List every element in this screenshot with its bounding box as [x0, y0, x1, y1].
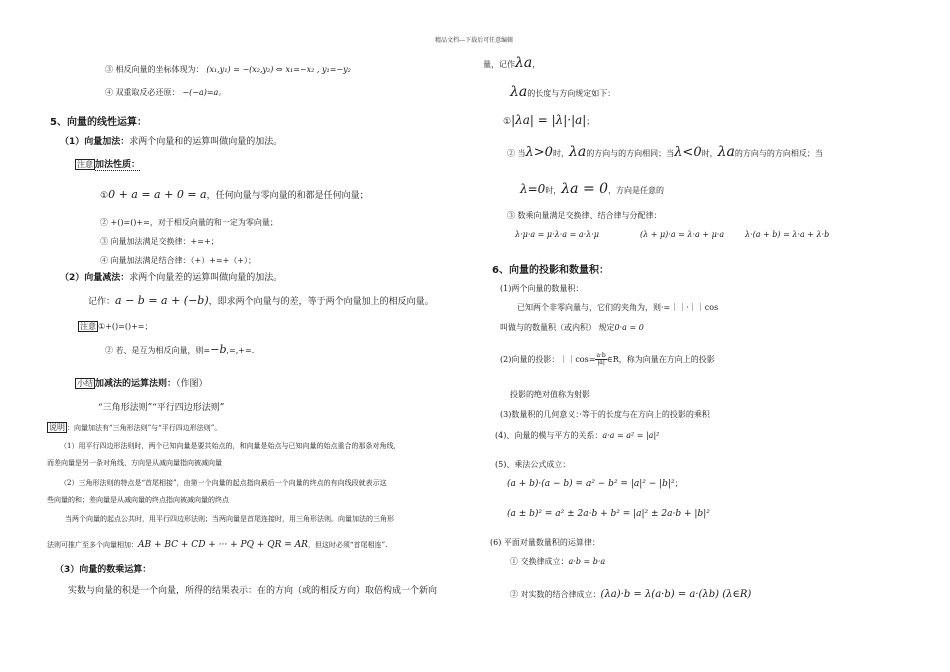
add-prop-2: ② +()=()+=，对于相反向量的和一定为零向量； — [100, 218, 278, 227]
sub-write-text: ，即求两个向量与的差，等于两个向量加上的相反向量。 — [208, 297, 434, 307]
sub-prop-2 — [105, 343, 254, 357]
sub-note — [78, 322, 152, 333]
dot-t2-label: (2)向量的投影：｜｜cos= — [500, 355, 596, 364]
dot-t4-formula: a·a = a² = |a|² — [602, 431, 660, 440]
dot-t4-label: (4)、向量的模与平方的关系： — [495, 431, 603, 440]
r1-end: ； — [586, 117, 595, 126]
r3-c: λa = 0 — [561, 181, 609, 197]
r2-f: 时， — [701, 149, 718, 158]
sub-p2-tail: ,=,+=. — [226, 346, 255, 355]
dot-t1b-formula: 0·a = 0 — [614, 323, 644, 332]
r1-formula: |λa| = |λ|·|a| — [511, 113, 587, 127]
dot-t5-f1-end: ； — [674, 479, 683, 488]
dot-t2-text: ∈R，称为向量在方向上的投影 — [606, 355, 715, 364]
section-5-title: 5、向量的线性运算： — [50, 117, 147, 128]
dot-t2 — [500, 353, 715, 366]
section-6-title: 6、向量的投影和数量积： — [492, 265, 609, 276]
r2-d: 的方向与的方向相同；当 — [586, 149, 675, 158]
r2-a: λ>0 — [525, 145, 553, 160]
add-title: （1）向量加法： — [60, 137, 130, 147]
add-heading — [60, 137, 282, 148]
rules-paren: （作图） — [176, 379, 208, 389]
dot-t6: (6) 平面对量数量积的运算律： — [490, 538, 600, 547]
page-header: 精品文档---下载后可任意编辑 — [435, 37, 514, 44]
dot-t3: (3)数量积的几何意义：·等于的长度与在方向上的投影的乘积 — [500, 410, 710, 419]
sub-title: （2）向量减法： — [60, 273, 130, 283]
mul-title: （3）向量的数乘运算： — [55, 565, 152, 575]
dot-t5-f2: (a ± b)² = a² ± 2a·b + b² = |a|² ± 2a·b + |b|² — [507, 509, 710, 519]
right-cont-formula: λa — [515, 55, 533, 71]
dot-t2b: 投影的绝对值称为射影 — [510, 390, 590, 399]
dot-t1b — [500, 323, 644, 334]
rules-explain-tag: 说明 — [49, 423, 65, 432]
dot-t6-1 — [510, 557, 605, 568]
item3-formula: (x₁,y₁) = −(x₂,y₂) ⇔ — [206, 65, 283, 74]
right-rule-2 — [507, 144, 823, 161]
rules-p4-tail: ，但这时必须“首尾相连”. — [307, 541, 388, 549]
dot-t1: (1)两个向量的数量积： — [500, 284, 584, 293]
dot-t2-den: |a| — [597, 359, 605, 366]
add-p1-formula: 0 + a = a + 0 = a — [108, 188, 207, 201]
dot-t5-f1: (a + b)·(a − b) = a² − b² = |a|² − |b|² — [507, 479, 675, 489]
rules-heading — [75, 379, 208, 390]
add-desc: 求两个向量和的运算叫做向量的加法。 — [129, 137, 283, 147]
rules-explain-text: ：向量加法有“三角形法则”与“平行四边形法则”。 — [67, 424, 222, 432]
sub-p2-formula: −b — [210, 343, 227, 356]
r4-formula-3: λ·(a + b) = λ·a + λ·b — [745, 230, 830, 239]
add-note — [75, 160, 140, 171]
left-item-3 — [105, 65, 351, 76]
sub-write — [88, 294, 434, 308]
add-prop-1: ①0 + a = a + 0 = a，任何向量与零向量的和都是任何向量； — [100, 188, 369, 201]
mul-desc: 实数与向量的积是一个向量，所得的结果表示：在的方向（或的相反方向）取倍构成一个新向 — [68, 586, 438, 596]
r4-formula-2: (λ + μ)·a = λ·a + μ·a — [640, 230, 725, 239]
dot-t5: (5)、乘法公式成立： — [495, 460, 571, 469]
right-rule-1 — [503, 113, 594, 128]
item4-label: ④ 双重取反必还原： — [105, 88, 180, 97]
rules-line-1: “三角形法则”“平行四边形法则” — [98, 403, 225, 413]
rules-p4 — [47, 540, 387, 551]
r2-e: λ<0 — [674, 145, 702, 160]
r2-label: ② 当 — [507, 149, 526, 158]
rules-p1b: 而差向量是另一条对角线，方向是从减向量指向被减向量 — [47, 459, 222, 467]
r3-a: λ=0 — [520, 182, 546, 196]
dot-t6-2-formula: (λa)·b = λ(a·b) = a·(λb) (λ∈R) — [600, 589, 752, 600]
add-note-title: 加法性质： — [95, 160, 141, 170]
right-rule-3 — [520, 181, 664, 198]
rules-p4-formula: AB + BC + CD + ··· + PQ + QR = AR — [138, 540, 308, 550]
dot-t4 — [495, 431, 659, 442]
right-rule-4: ③ 数乘向量满足交换律、结合律与分配律： — [507, 211, 662, 220]
r1-label: ① — [503, 117, 512, 127]
rules-title: 加减法的运算法则： — [95, 379, 177, 389]
item3-label: ③ 相反向量的坐标体现为： — [105, 65, 204, 74]
item3-tail: x₁=−x₂ , y₁=−y₂ — [285, 65, 351, 74]
rules-p3: 当两个向量的起点公共时，用平行四边形法则；当两向量是首尾连接时，用三角形法则。向量加法的三角形 — [65, 515, 394, 523]
sub-write-formula: a − b = a + (−b) — [115, 294, 209, 307]
rules-explain — [47, 423, 221, 433]
r2-b: 时， — [552, 149, 569, 158]
sub-desc: 求两个向量差的运算叫做向量的加法。 — [129, 273, 283, 283]
r2-c: λa — [568, 144, 587, 160]
right-cont-text: 量，记作 — [483, 60, 515, 69]
item4-formula: −(−a)=a。 — [182, 88, 227, 97]
dot-t2-num: a·b — [596, 352, 606, 359]
sub-p2-label: ② 若、是互为相反向量，则= — [105, 346, 211, 355]
left-item-4 — [105, 88, 226, 99]
r3-b: 时， — [545, 186, 562, 195]
add-prop-3: ③ 向量加法满足交换律：+=+； — [100, 237, 219, 246]
dot-t6-1-label: ① 交换律成立： — [510, 557, 569, 566]
r2-g: λa — [717, 144, 735, 160]
sub-note-text: ①+()=()+=； — [98, 322, 153, 331]
rules-p1: （1）用平行四边形法则时，两个已知向量是要共始点的，和向量是始点与已知向量的始点重合的那条对角线， — [60, 442, 401, 450]
right-len-formula: λa — [510, 84, 528, 100]
dot-t1b-text: 叫做与的数量积（或内积） 规定 — [500, 323, 615, 332]
rules-tag: 小结 — [77, 379, 93, 388]
sub-note-tag: 注意 — [80, 322, 96, 331]
r4-formula-1: λ·μ·a = μ·λ·a = a·λ·μ — [515, 230, 599, 239]
r3-d: ，方向是任意的 — [608, 186, 665, 195]
add-prop-4: ④ 向量加法满足结合律：（+）+=+（+）； — [100, 256, 257, 265]
add-note-tag: 注意 — [77, 160, 93, 169]
right-cont-end: ， — [532, 60, 541, 69]
right-len-text: 的长度与方向规定如下： — [527, 89, 616, 98]
add-p1-text: ，任何向量与零向量的和都是任何向量； — [206, 191, 369, 201]
dot-t6-2-label: ② 对实数的结合律成立： — [510, 590, 601, 599]
right-cont — [483, 55, 540, 72]
dot-t6-2 — [510, 589, 751, 601]
r2-h: 的方向与的方向相反；当 — [734, 149, 823, 158]
sub-write-label: 记作： — [88, 297, 116, 307]
rules-p2: （2）三角形法则的特点是“首尾相接”，由第一个向量的起点指向最后一个向量的终点的有向线段就表示这 — [60, 479, 387, 487]
dot-t5-f1-line — [507, 479, 683, 490]
dot-t1-desc: 已知两个非零向量与，它们的夹角为，则·=｜｜·｜｜cos — [517, 303, 719, 312]
dot-t2-fraction — [595, 353, 606, 366]
dot-t6-1-formula: a·b = b·a — [568, 557, 606, 566]
rules-p2b: 些向量的和；差向量是从减向量的终点指向被减向量的终点 — [47, 496, 229, 504]
right-len — [510, 84, 615, 101]
rules-p4-label: 法则可推广至多个向量相加： — [47, 541, 138, 549]
sub-heading — [60, 273, 282, 284]
